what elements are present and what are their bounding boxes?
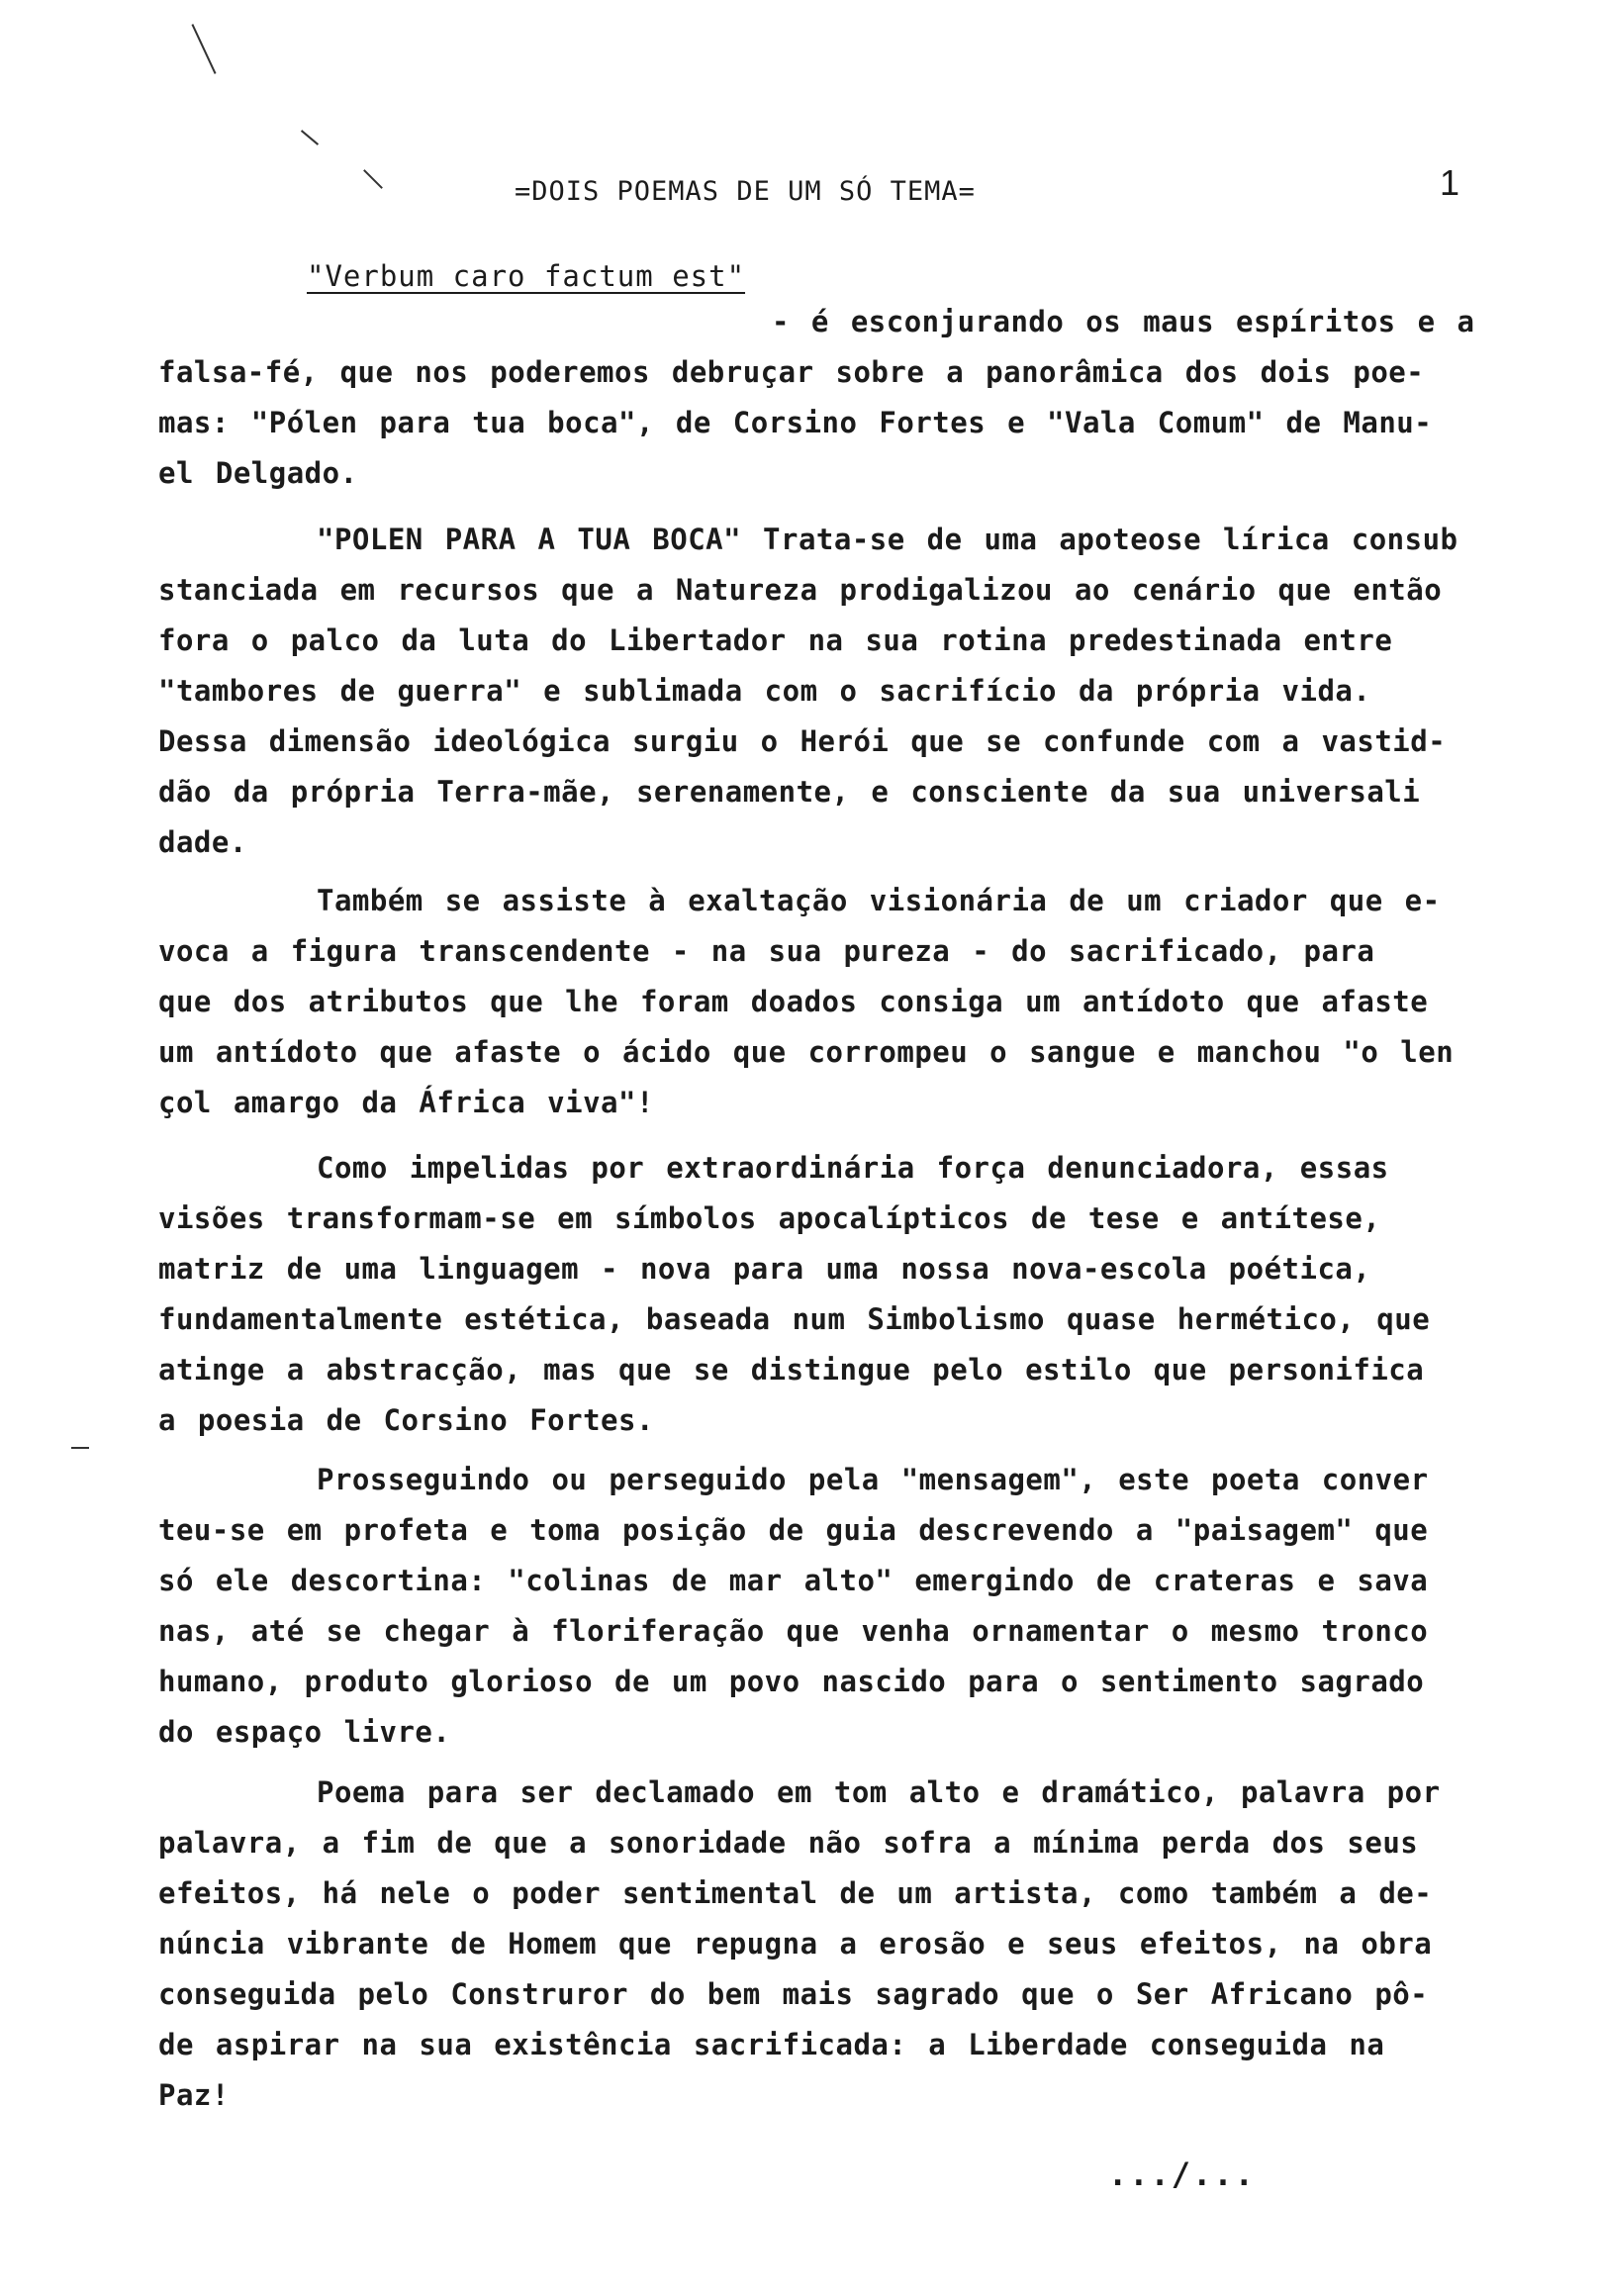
text-line: - é esconjurando os maus espíritos e a [772, 305, 1475, 338]
text-line: do espaço livre. [158, 1715, 451, 1749]
text-line: dade. [158, 825, 247, 859]
text-line: a poesia de Corsino Fortes. [158, 1403, 654, 1437]
text-line: çol amargo da África viva"! [158, 1086, 654, 1119]
scan-mark [71, 1447, 89, 1449]
text-line: efeitos, há nele o poder sentimental de um artista, como também a de- [158, 1876, 1433, 1910]
text-line: falsa-fé, que nos poderemos debruçar sobre a panorâmica dos dois poe- [158, 355, 1425, 389]
paragraph [158, 515, 1544, 868]
text-line: matriz de uma linguagem - nova para uma nossa nova-escola poética, [158, 1252, 1371, 1286]
text-line: Prosseguindo ou perseguido pela "mensagem", este poeta conver [317, 1463, 1429, 1496]
text-line: palavra, a fim de que a sonoridade não sofra a mínima perda dos seus [158, 1826, 1419, 1860]
paragraph [158, 1143, 1544, 1446]
text-line: "tambores de guerra" e sublimada com o sacrifício da própria vida. [158, 674, 1371, 708]
paragraph [158, 876, 1544, 1128]
text-line: Poema para ser declamado em tom alto e dramático, palavra por [317, 1775, 1441, 1809]
paragraph [158, 1455, 1544, 1758]
text-line: Dessa dimensão ideológica surgiu o Herói que se confunde com a vastid- [158, 724, 1447, 758]
scan-mark [363, 169, 383, 189]
text-line: "POLEN PARA A TUA BOCA" Trata-se de uma apoteose lírica consub [317, 523, 1458, 556]
scan-mark [301, 130, 319, 145]
page-number: 1 [1440, 162, 1460, 203]
text-line: que dos atributos que lhe foram doados consiga um antídoto que afaste [158, 985, 1429, 1018]
text-line: humano, produto glorioso de um povo nascido para o sentimento sagrado [158, 1665, 1425, 1698]
text-line: voca a figura transcendente - na sua pureza - do sacrificado, para [158, 934, 1375, 968]
epigraph [307, 259, 745, 293]
text-line: conseguida pelo Construror do bem mais sagrado que o Ser Africano pô- [158, 1977, 1429, 2011]
document-title: =DOIS POEMAS DE UM SÓ TEMA= [515, 176, 976, 207]
text-line: de aspirar na sua existência sacrificada: a Liberdade conseguida na [158, 2028, 1385, 2061]
text-line: Também se assiste à exaltação visionária de um criador que e- [317, 884, 1441, 917]
text-line: teu-se em profeta e toma posição de guia descrevendo a "paisagem" que [158, 1513, 1429, 1547]
epigraph-text: "Verbum caro factum est" [307, 259, 746, 293]
text-line: núncia vibrante de Homem que repugna a erosão e seus efeitos, na obra [158, 1927, 1433, 1961]
text-line: nas, até se chegar à floriferação que venha ornamentar o mesmo tronco [158, 1614, 1429, 1648]
text-line: um antídoto que afaste o ácido que corrompeu o sangue e manchou "o len [158, 1035, 1455, 1069]
scan-mark [191, 24, 216, 74]
paragraph [158, 1768, 1544, 2121]
text-line: el Delgado. [158, 456, 358, 490]
text-line: visões transformam-se em símbolos apocalípticos de tese e antítese, [158, 1201, 1381, 1235]
text-line: stanciada em recursos que a Natureza prodigalizou ao cenário que então [158, 573, 1443, 607]
paragraph [158, 297, 1544, 499]
text-line: só ele descortina: "colinas de mar alto" emergindo de crateras e sava [158, 1564, 1429, 1597]
text-line: fundamentalmente estética, baseada num Simbolismo quase hermético, que [158, 1302, 1431, 1336]
text-line: mas: "Pólen para tua boca", de Corsino Fortes e "Vala Comum" de Manu- [158, 406, 1433, 439]
text-line: Como impelidas por extraordinária força denunciadora, essas [317, 1151, 1389, 1185]
text-line: Paz! [158, 2078, 230, 2112]
text-line: fora o palco da luta do Libertador na sua rotina predestinada entre [158, 623, 1393, 657]
text-line: atinge a abstracção, mas que se distingue pelo estilo que personifica [158, 1353, 1425, 1387]
continued-marker: .../... [1108, 2155, 1256, 2193]
text-line: dão da própria Terra-mãe, serenamente, e consciente da sua universali [158, 775, 1421, 809]
